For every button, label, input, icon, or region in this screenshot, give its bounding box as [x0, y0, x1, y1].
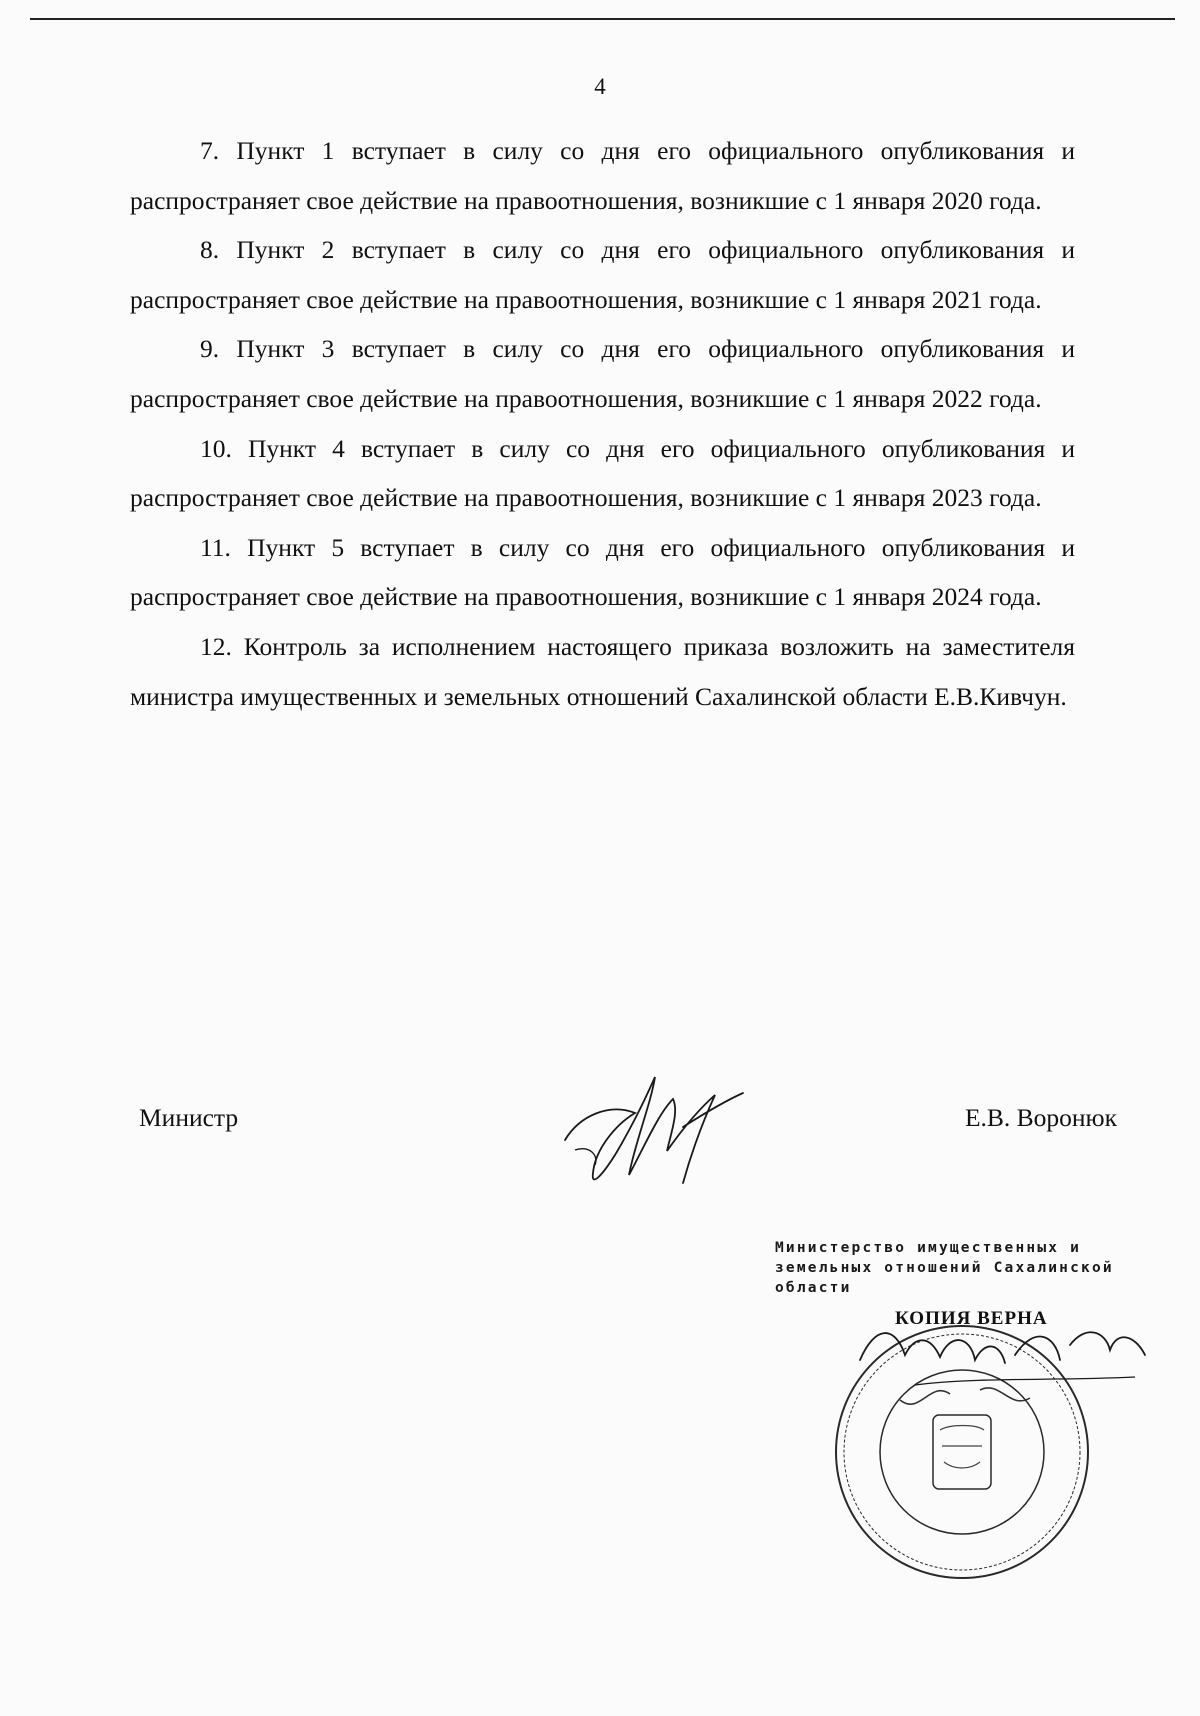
- paragraph-7: 7. Пункт 1 вступает в силу со дня его официального опубликования и распространяет свое действие на правоотношения, возникшие с 1 января 2020 года.: [130, 136, 1075, 215]
- copy-verified-label: КОПИЯ ВЕРНА: [895, 1308, 1048, 1329]
- page-number: 4: [594, 74, 606, 99]
- document-body: [130, 126, 1075, 721]
- paragraph-10: 10. Пункт 4 вступает в силу со дня его официального опубликования и распространяет свое действие на правоотношения, возникшие с 1 января 2023 года.: [130, 433, 1075, 513]
- certification-org-line-3: области: [775, 1280, 852, 1296]
- signer-title: Министр: [139, 1103, 239, 1132]
- handwritten-signature: [555, 1055, 765, 1205]
- signature-block: [0, 1095, 1200, 1215]
- certification-block: [775, 1238, 1135, 1298]
- paragraph-12: 12. Контроль за исполнением настоящего приказа возложить на заместителя министра имущественных и земельных отношений Сахалинской области Е.В.Кивчун.: [130, 631, 1075, 711]
- paragraph-8: 8. Пункт 2 вступает в силу со дня его официального опубликования и распространяет свое действие на правоотношения, возникшие с 1 января 2021 года.: [130, 235, 1075, 314]
- signer-name: Е.В. Воронюк: [964, 1103, 1117, 1132]
- paragraph-11: 11. Пункт 5 вступает в силу со дня его официального опубликования и распространяет свое действие на правоотношения, возникшие с 1 января 2024 года.: [130, 532, 1075, 612]
- certification-org-line-1: Министерство имущественных и: [775, 1240, 1082, 1256]
- paragraph-9: 9. Пункт 3 вступает в силу со дня его официального опубликования и распространяет свое действие на правоотношения, возникшие с 1 января 2022 года.: [130, 334, 1075, 413]
- scan-top-edge: [30, 18, 1175, 20]
- certification-org-line-2: земельных отношений Сахалинской: [775, 1260, 1114, 1276]
- certification-signature: [855, 1315, 1185, 1405]
